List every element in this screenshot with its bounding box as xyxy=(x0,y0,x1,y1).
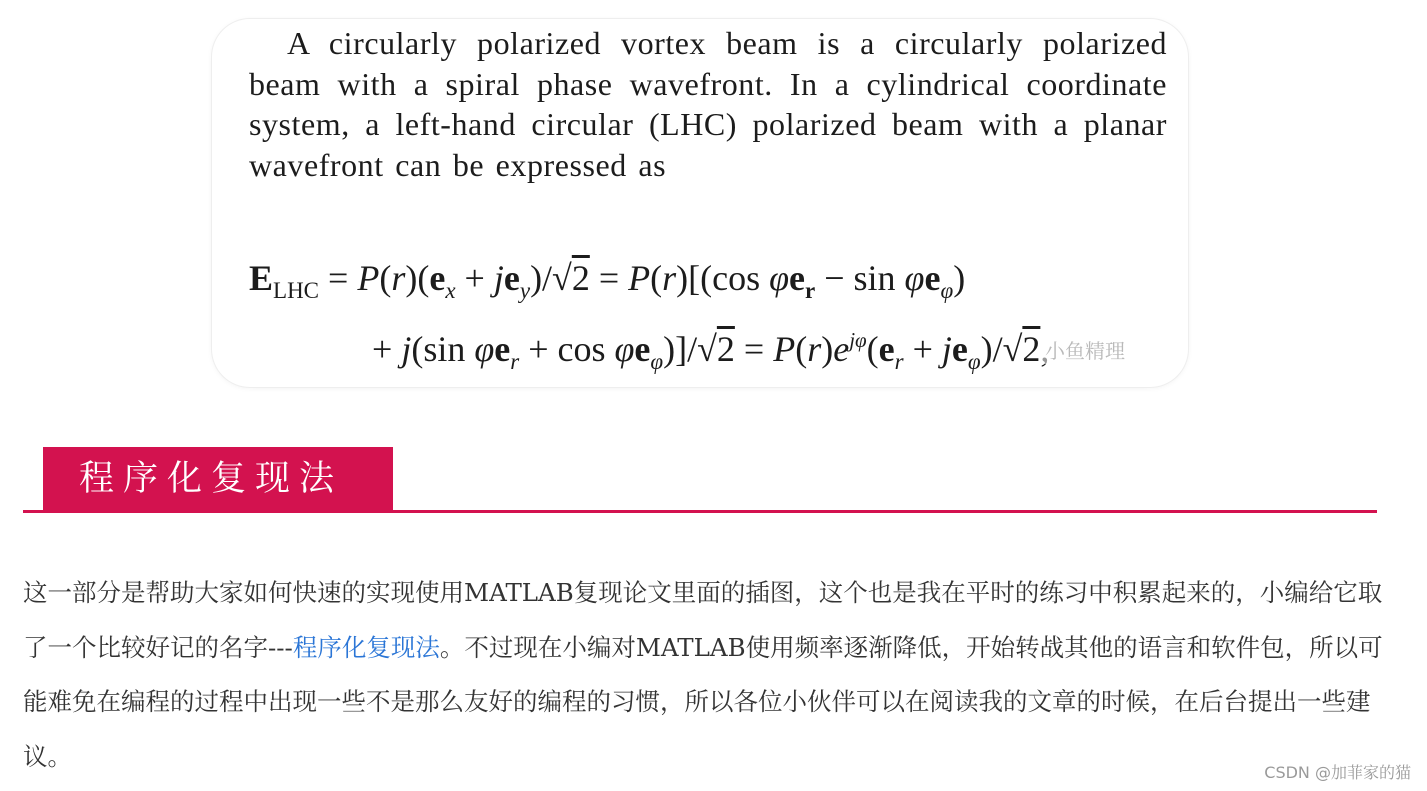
equation-line-2: + j(sin $\varphi e_r + \cos \varphi e_\varphi)]/√2 = P(r)e^{j\varphi}(e_r + je_\varphi)/√2$ xyxy=(372,328,1041,374)
image-watermark: 小鱼精理 xyxy=(1042,335,1128,364)
equation-line-1: $E_{LHC} = P(r)(e_x + je_y)/√2 = P(r)[(\cos$ $\varphi e_r - \sin \varphi e_\varphi$) xyxy=(249,258,966,303)
section-divider xyxy=(23,510,1377,513)
csdn-watermark: CSDN @加菲家的猫 xyxy=(1264,763,1411,782)
method-name-highlight: 程序化复现法 xyxy=(292,632,440,662)
paper-paragraph: A circularly polarized vortex beam is a circularly polarized beam with a spiral phase wavefront. In a cylindrical coordinate system, a left-hand circular (LHC) polarized beam with a planar wavefront can be expressed as xyxy=(249,25,1167,183)
body-text-end: 。不过现在小编对MATLAB使用频率逐渐降低，开始转战其他的语言和软件包，所以可能难免在编程的过程中出现一些不是那么友好的编程的习惯，所以各位小伙伴可以在阅读我的文章的时候，在后台提出一些建议。 xyxy=(23,632,1383,771)
body-text-start: 这一部分是帮助大家如何快速的实现使用MATLAB复现论文里面的插图，这个也是我在平时的练习中积累起来的，小编给它取了一个比较好记的名字--- xyxy=(23,578,1383,662)
paper-excerpt-card xyxy=(212,19,1188,387)
section-heading: 程序化复现法 xyxy=(43,447,393,511)
body-paragraph xyxy=(23,566,1383,784)
